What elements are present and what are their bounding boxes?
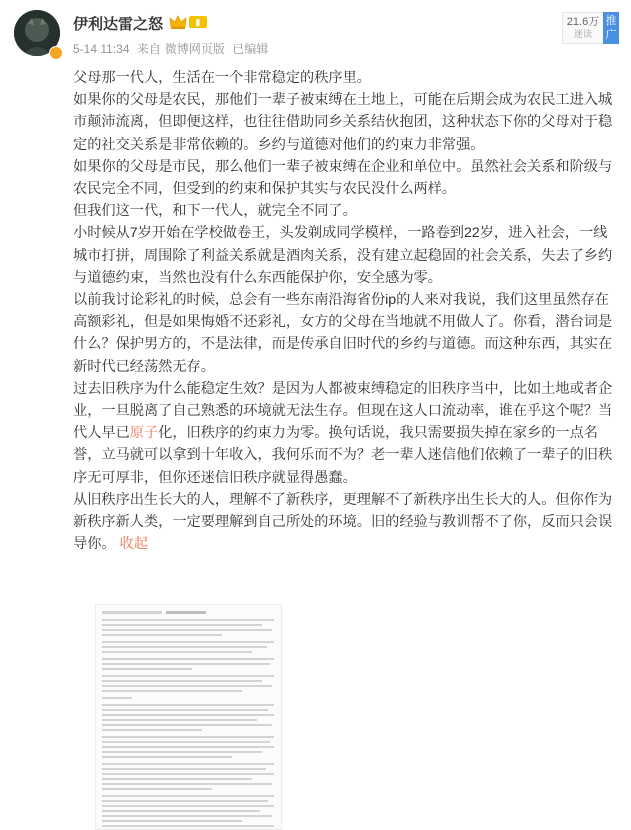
topic-link[interactable]: 原子	[129, 425, 159, 442]
crown-icon[interactable]	[169, 14, 187, 30]
paragraph-8-text: 从旧秩序出生长大的人，理解不了新秩序，更理解不了新秩序出生长大的人。但你作为新秩序新人类，一定要理解到自己所处的环境。旧的经验与教训帮不了你，反而只会误导你。	[73, 491, 613, 553]
edited-label[interactable]: 已编辑	[232, 42, 269, 56]
username[interactable]: 伊利达雷之怒	[73, 16, 164, 33]
post-content	[73, 67, 618, 555]
paragraph-6: 以前我讨论彩礼的时候，总会有一些东南沿海省份ip的人来对我说，我们这里虽然存在高额彩礼，但是如果悔婚不还彩礼，女方的父母在当地就不用做人了。你看，潜台词是什么？保护男方的，不是法律，而是传承自旧时代的乡约与道德。而这种东西，其实在新时代已经荡然无存。	[73, 292, 613, 375]
paragraph-3: 如果你的父母是市民，那么他们一辈子被束缚在企业和单位中。虽然社会关系和阶级与农民完全不同，但受到的约束和保护其实与农民没什么两样。	[73, 158, 613, 198]
paragraph-1: 父母那一代人，生活在一个非常稳定的秩序里。	[73, 70, 371, 86]
post-time[interactable]: 5-14 11:34	[73, 42, 130, 56]
paragraph-2: 如果你的父母是农民，那他们一辈子被束缚在土地上，可能在后期会成为农民工进入城市颠沛流离，但即便这样，也往往借助同乡关系结伙抱团，这种状态下你的父母对于稳定的社交关系是非常依赖的。乡约与道德对他们的约束力非常强。	[73, 92, 613, 153]
attached-image-thumbnail[interactable]	[95, 604, 282, 830]
paragraph-8	[73, 489, 618, 556]
verified-badge-icon	[49, 46, 63, 60]
screenshot-thumbnail-icon	[96, 605, 281, 829]
paragraph-7-part-b: 化，旧秩序的约束力为零。换句话说，我只需要损失掉在家乡的一点名誉，立马就可以拿到十年收入，我何乐而不为？老一辈人迷信他们依赖了一辈子的旧秩序无可厚非，但你还迷信旧秩序就显得愚蠢。	[73, 425, 613, 486]
collapse-button[interactable]: 收起	[119, 536, 148, 553]
post-meta	[73, 40, 272, 57]
read-count-badge	[562, 12, 604, 44]
level-icon[interactable]: ▮	[189, 16, 207, 28]
post-source[interactable]: 微博网页版	[164, 42, 225, 56]
promote-button[interactable]: 推广	[603, 12, 619, 44]
read-count-label: 迷读	[573, 29, 592, 39]
read-count-value: 21.6万	[566, 16, 600, 28]
paragraph-7	[73, 378, 618, 489]
source-prefix: 来自	[136, 42, 161, 56]
paragraph-7-part-a: 过去旧秩序为什么能稳定生效？是因为人都被束缚稳定的旧秩序当中，比如土地或者企业，一旦脱离了自己熟悉的环境就无法生存。但现在这人口流动率，谁在乎这个呢？当代人早已	[73, 380, 613, 442]
paragraph-4: 但我们这一代，和下一代人，就完全不同了。	[73, 203, 357, 220]
paragraph-5: 小时候从7岁开始在学校做卷王，头发剃成同学模样，一路卷到22岁，进入社会，一线城市打拼，周围除了利益关系就是酒肉关系，没有建立起稳固的社会关系，失去了乡约与道德约束，当然也没有什么东西能保护你，安全感为零。	[73, 225, 613, 286]
post-header	[0, 0, 631, 64]
